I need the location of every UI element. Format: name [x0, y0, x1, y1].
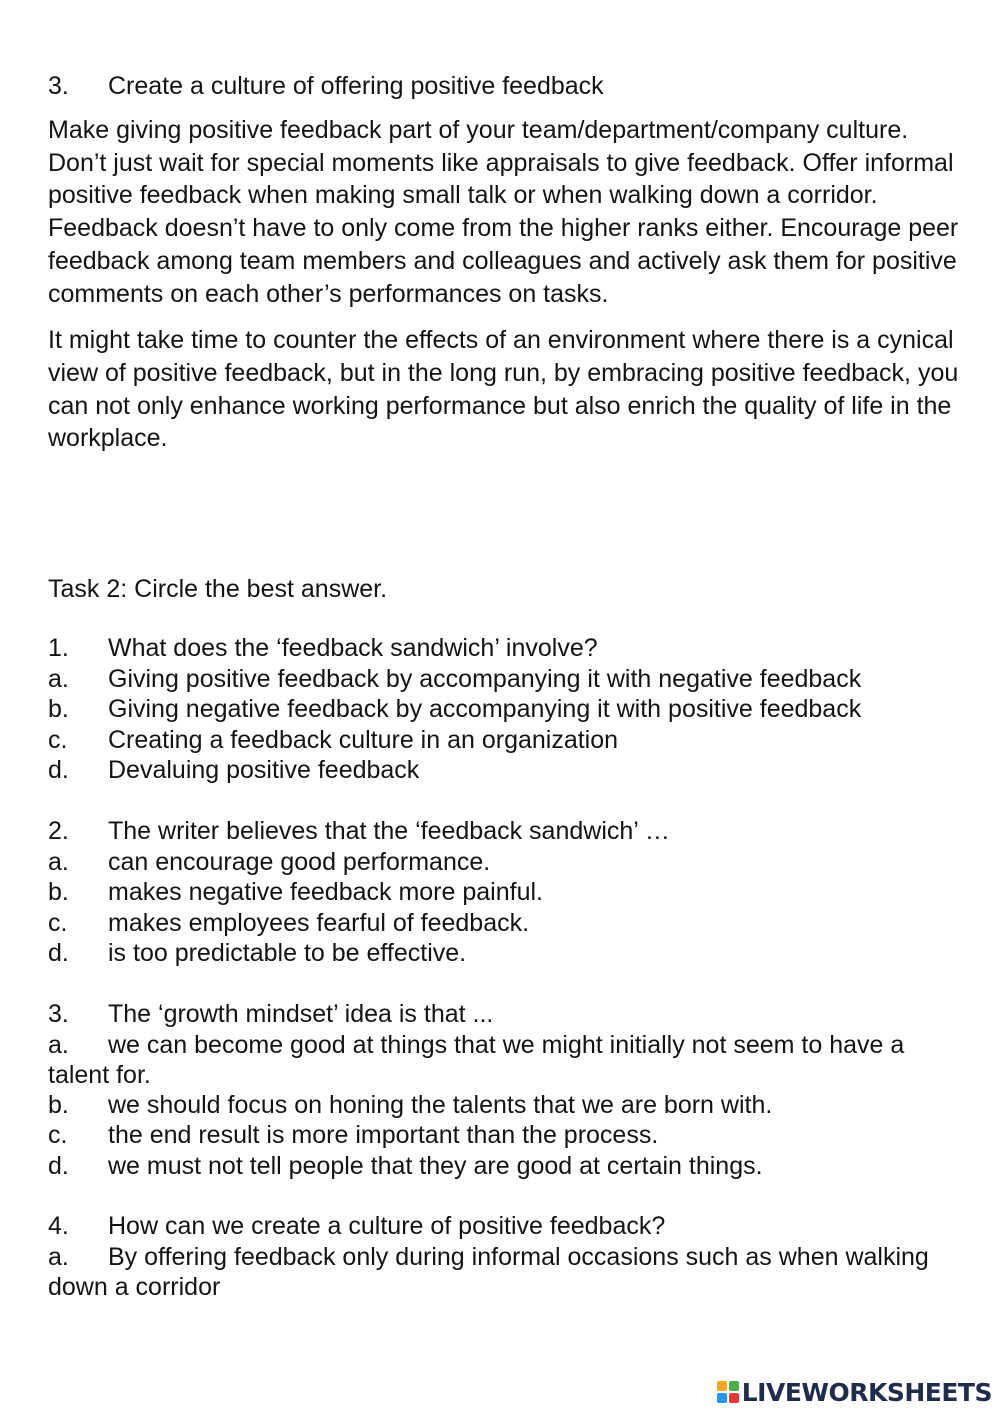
- question-list: [48, 633, 963, 1302]
- option-text: makes negative feedback more painful.: [108, 878, 543, 907]
- option-letter: b.: [48, 1090, 69, 1119]
- option-text: Creating a feedback culture in an organization: [108, 725, 619, 754]
- answer-option[interactable]: [48, 1030, 963, 1090]
- question-number: 3.: [48, 999, 69, 1028]
- question-stem: [48, 999, 963, 1030]
- option-text: we should focus on honing the talents that we are born with.: [108, 1090, 773, 1119]
- option-letter: d.: [48, 1151, 69, 1180]
- answer-option[interactable]: [48, 877, 963, 908]
- task-title: Task 2: Circle the best answer.: [48, 575, 388, 604]
- section-heading: [48, 70, 963, 102]
- section-number: 3.: [48, 72, 69, 100]
- option-text: is too predictable to be effective.: [108, 939, 467, 968]
- answer-option[interactable]: [48, 755, 963, 786]
- option-letter: a.: [48, 664, 69, 693]
- answer-option[interactable]: [48, 908, 963, 939]
- answer-option[interactable]: [48, 1151, 963, 1182]
- option-text: Giving positive feedback by accompanying it with negative feedback: [108, 664, 862, 693]
- question-block: [48, 633, 963, 786]
- question-number: 1.: [48, 634, 69, 663]
- body-paragraph-1: Make giving positive feedback part of your team/department/company culture. Don’t just wait for special moments like appraisals to give feedback. Offer informal positive feedback when making small talk or when walking down a corridor. Feedback doesn’t have to only come from the higher ranks either. Encourage peer feedback among team members and colleagues and actively ask them for positive comments on each other’s performances on tasks.: [48, 116, 959, 308]
- option-letter: a.: [48, 1030, 69, 1059]
- question-text: What does the ‘feedback sandwich’ involve?: [108, 634, 598, 663]
- question-text: The ‘growth mindset’ idea is that ...: [108, 999, 494, 1028]
- option-text: we can become good at things that we might initially not seem to have a talent for.: [48, 1030, 905, 1089]
- option-letter: c.: [48, 1121, 68, 1150]
- question-stem: [48, 816, 963, 847]
- option-letter: d.: [48, 756, 69, 785]
- option-letter: b.: [48, 878, 69, 907]
- option-text: we must not tell people that they are good at certain things.: [108, 1151, 763, 1180]
- logo-square-3: [717, 1393, 727, 1403]
- option-letter: a.: [48, 1242, 69, 1271]
- answer-option[interactable]: [48, 1242, 963, 1302]
- question-block: [48, 816, 963, 969]
- worksheet-page: [48, 70, 963, 1332]
- question-text: The writer believes that the ‘feedback sandwich’ …: [108, 817, 670, 845]
- liveworksheets-logo-icon: [717, 1381, 739, 1403]
- question-stem: [48, 1211, 963, 1242]
- option-text: can encourage good performance.: [108, 847, 491, 876]
- question-number: 2.: [48, 817, 69, 845]
- answer-option[interactable]: [48, 664, 963, 695]
- option-letter: c.: [48, 908, 68, 937]
- logo-square-2: [729, 1381, 739, 1391]
- spacer: [48, 469, 963, 573]
- liveworksheets-logo: [717, 1377, 992, 1407]
- logo-square-4: [729, 1393, 739, 1403]
- answer-option[interactable]: [48, 1090, 963, 1121]
- section-title: Create a culture of offering positive feedback: [108, 72, 604, 100]
- answer-option[interactable]: [48, 694, 963, 725]
- question-block: [48, 999, 963, 1181]
- option-letter: c.: [48, 725, 68, 754]
- option-letter: a.: [48, 847, 69, 876]
- option-text: By offering feedback only during informal occasions such as when walking down a corridor: [48, 1242, 929, 1301]
- logo-square-1: [717, 1381, 727, 1391]
- answer-option[interactable]: [48, 938, 963, 969]
- option-text: Giving negative feedback by accompanying it with positive feedback: [108, 695, 862, 724]
- question-stem: [48, 633, 963, 664]
- body-paragraph-2: It might take time to counter the effects of an environment where there is a cynical view of positive feedback, but in the long run, by embracing positive feedback, you can not only enhance working performance but also enrich the quality of life in the workplace.: [48, 326, 959, 453]
- question-block: [48, 1211, 963, 1302]
- option-text: makes employees fearful of feedback.: [108, 908, 530, 937]
- answer-option[interactable]: [48, 725, 963, 756]
- option-text: Devaluing positive feedback: [108, 756, 420, 785]
- answer-option[interactable]: [48, 847, 963, 878]
- option-text: the end result is more important than the process.: [108, 1121, 659, 1150]
- question-text: How can we create a culture of positive feedback?: [108, 1212, 666, 1241]
- answer-option[interactable]: [48, 1120, 963, 1151]
- option-letter: b.: [48, 695, 69, 724]
- option-letter: d.: [48, 939, 69, 968]
- question-number: 4.: [48, 1212, 69, 1241]
- logo-text: LIVEWORKSHEETS: [741, 1377, 992, 1407]
